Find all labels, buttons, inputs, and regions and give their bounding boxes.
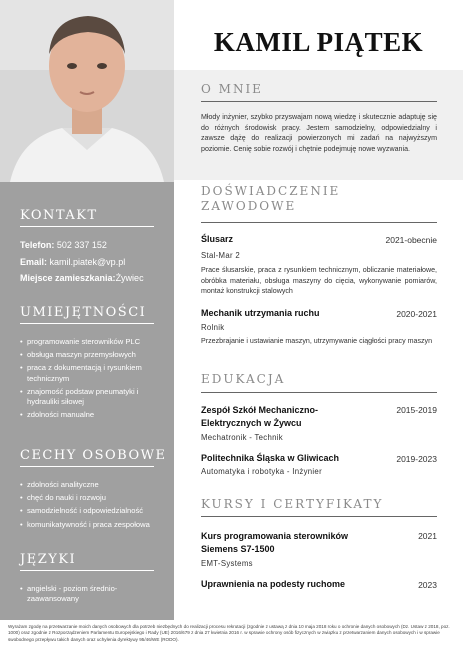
school-name-line2: Elektrycznych w Żywcu — [201, 418, 302, 428]
contact-phone — [20, 240, 107, 250]
school-field: Automatyka i robotyka - Inżynier — [201, 467, 322, 476]
contact-residence — [20, 273, 144, 283]
job-description: Przezbrajanie i ustawianie maszyn, utrzymywanie ciągłości pracy maszyn — [201, 337, 433, 345]
course-title-line1: Kurs programowania sterowników — [201, 531, 349, 541]
list-item: • obsługa maszyn przemysłowych — [20, 350, 158, 360]
school-date: 2015-2019 — [396, 405, 437, 415]
course-title: Uprawnienia na podesty ruchome — [201, 579, 346, 589]
list-item: • zdolności analityczne — [20, 480, 158, 490]
course-date: 2021 — [418, 531, 437, 541]
list-item: • komunikatywność i praca zespołowa — [20, 520, 158, 530]
traits-list — [20, 480, 158, 533]
profile-photo — [0, 0, 174, 182]
candidate-name: KAMIL PIĄTEK — [213, 27, 424, 57]
course-provider: EMT-Systems — [201, 559, 253, 568]
school-field: Mechatronik - Technik — [201, 433, 283, 442]
about-text: Młody inżynier, szybko przyswajam nową wiedzę i skutecznie adaptuję się do różnych środowisk pracy. Jestem samodzielny, odpowiedzialny i zawsze dążę do realizacji powierzonych mi zadań na najwyższym poziomie. Cenię sobie rozwój i chętnie podejmuję nowe wyzwania. — [201, 113, 437, 153]
course-date: 2023 — [418, 580, 437, 590]
list-item: • angielski - poziom średnio-zaawansowany — [20, 584, 158, 604]
education-divider — [201, 392, 437, 393]
traits-heading: CECHY OSOBOWE — [20, 448, 167, 463]
skills-heading: UMIEJĘTNOŚCI — [20, 305, 147, 320]
list-item: • programowanie sterowników PLC — [20, 337, 158, 347]
experience-heading-line1: DOŚWIADCZENIE — [201, 184, 341, 198]
sidebar — [0, 0, 174, 620]
residence-value: Żywiec — [115, 273, 144, 283]
courses-divider — [201, 516, 437, 517]
email-label: Email: — [20, 257, 48, 267]
phone-value[interactable]: 502 337 152 — [56, 240, 107, 250]
list-item: • chęć do nauki i rozwoju — [20, 493, 158, 503]
portrait-image — [0, 0, 174, 182]
school-name-line1: Zespół Szkół Mechaniczno- — [201, 405, 319, 415]
list-item: • znajomość podstaw pneumatyki i hydrauliki siłowej — [20, 387, 158, 407]
education-heading: EDUKACJA — [201, 372, 286, 386]
experience-heading-line2: ZAWODOWE — [201, 199, 297, 213]
job-description: Prace ślusarskie, praca z rysunkiem technicznym, obliczanie materiałowe, obróbka materiału, obsługa maszyny do cięcia, wykonywanie pomiarów, montaż konstrukcji stalowych — [201, 266, 437, 295]
contact-divider — [20, 226, 154, 227]
job-title: Ślusarz — [201, 234, 234, 244]
list-item: • samodzielność i odpowiedzialność — [20, 506, 158, 516]
phone-label: Telefon: — [20, 240, 55, 250]
languages-list — [20, 584, 158, 607]
experience-divider — [201, 222, 437, 223]
list-item: • praca z dokumentacją i rysunkiem technicznym — [20, 363, 158, 383]
languages-divider — [20, 570, 154, 571]
job-date: 2021-obecnie — [385, 235, 437, 245]
job-date: 2020-2021 — [396, 309, 437, 319]
contact-email — [20, 257, 125, 267]
list-item: • zdolności manualne — [20, 410, 158, 420]
job-title: Mechanik utrzymania ruchu — [201, 308, 320, 318]
email-value[interactable]: kamil.piatek@vp.pl — [49, 257, 126, 267]
courses-heading: KURSY I CERTYFIKATY — [201, 497, 384, 511]
job-company: Stal-Mar 2 — [201, 251, 240, 260]
skills-divider — [20, 323, 154, 324]
traits-divider — [20, 466, 154, 467]
residence-label: Miejsce zamieszkania: — [20, 273, 116, 283]
about-divider — [201, 101, 437, 102]
languages-heading: JĘZYKI — [20, 552, 77, 567]
school-date: 2019-2023 — [396, 454, 437, 464]
school-name: Politechnika Śląska w Gliwicach — [201, 453, 340, 463]
about-heading: O MNIE — [201, 82, 263, 96]
course-title-line2: Siemens S7-1500 — [201, 544, 275, 554]
contact-heading: KONTAKT — [20, 208, 98, 223]
skills-list — [20, 337, 158, 423]
job-company: Rolnik — [201, 323, 225, 332]
gdpr-consent-clause: Wyrażam zgodę na przetwarzanie moich danych osobowych dla potrzeb niezbędnych do realizacji procesu rekrutacji (zgodnie z ustawą z dnia 10 maja 2018 roku o ochronie danych osobowych (Dz. Ustaw z 2018, poz. 1000) oraz zgodnie z Rozporządzeniem Parlamentu Europejskiego i Rady (UE) 2016/679 z dnia 27 kwietnia 2016 r. w sprawie ochrony osób fizycznych w związku z przetwarzaniem danych osobowych i w sprawie swobodnego przepływu takich danych oraz uchylenia dyrektywy 95/46/WE (RODO). — [8, 624, 450, 642]
